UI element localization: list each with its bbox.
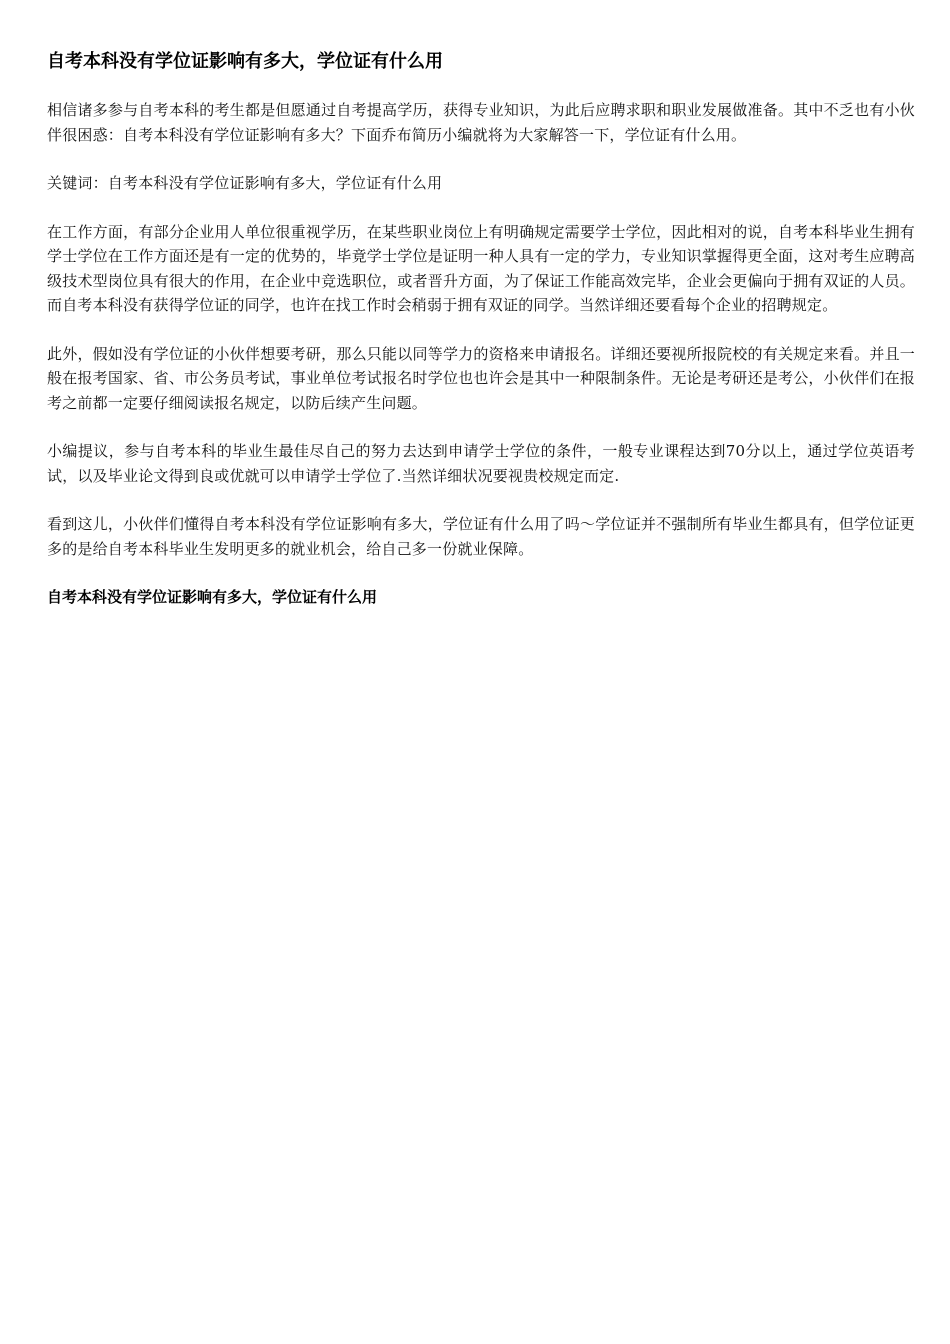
intro-paragraph: 相信诸多参与自考本科的考生都是但愿通过自考提高学历，获得专业知识，为此后应聘求职和职业发展做准备。其中不乏也有小伙伴很困惑：自考本科没有学位证影响有多大？下面乔布简历小编就将为大家解答一下，学位证有什么用。: [47, 101, 915, 144]
exam-paragraph: 此外，假如没有学位证的小伙伴想要考研，那么只能以同等学力的资格来申请报名。详细还要视所报院校的有关规定来看。并且一般在报考国家、省、市公务员考试，事业单位考试报名时学位也也许会是其中一种限制条件。无论是考研还是考公，小伙伴们在报考之前都一定要仔细阅读报名规定，以防后续产生问题。: [47, 344, 915, 412]
keywords-paragraph: 关键词：自考本科没有学位证影响有多大，学位证有什么用: [47, 174, 443, 192]
advice-paragraph: 小编提议，参与自考本科的毕业生最佳尽自己的努力去达到申请学士学位的条件，一般专业课程达到70分以上，通过学位英语考试，以及毕业论文得到良或优就可以申请学士学位了.当然详细状况要视贵校规定而定.: [47, 442, 915, 485]
work-paragraph: 在工作方面，有部分企业用人单位很重视学历，在某些职业岗位上有明确规定需要学士学位，因此相对的说，自考本科毕业生拥有学士学位在工作方面还是有一定的优势的，毕竟学士学位是证明一种人具有一定的学力，专业知识掌握得更全面，这对考生应聘高级技术型岗位具有很大的作用，在企业中竞选职位，或者晋升方面，为了保证工作能高效完毕，企业会更偏向于拥有双证的人员。而自考本科没有获得学位证的同学，也许在找工作时会稍弱于拥有双证的同学。当然详细还要看每个企业的招聘规定。: [47, 222, 915, 314]
document-title: 自考本科没有学位证影响有多大，学位证有什么用: [47, 51, 443, 72]
conclusion-paragraph: 看到这儿，小伙伴们懂得自考本科没有学位证影响有多大，学位证有什么用了吗～学位证并不强制所有毕业生都具有，但学位证更多的是给自考本科毕业生发明更多的就业机会，给自己多一份就业保障。: [47, 515, 915, 558]
document-page: [47, 48, 915, 609]
footer-title: 自考本科没有学位证影响有多大，学位证有什么用: [47, 588, 378, 606]
